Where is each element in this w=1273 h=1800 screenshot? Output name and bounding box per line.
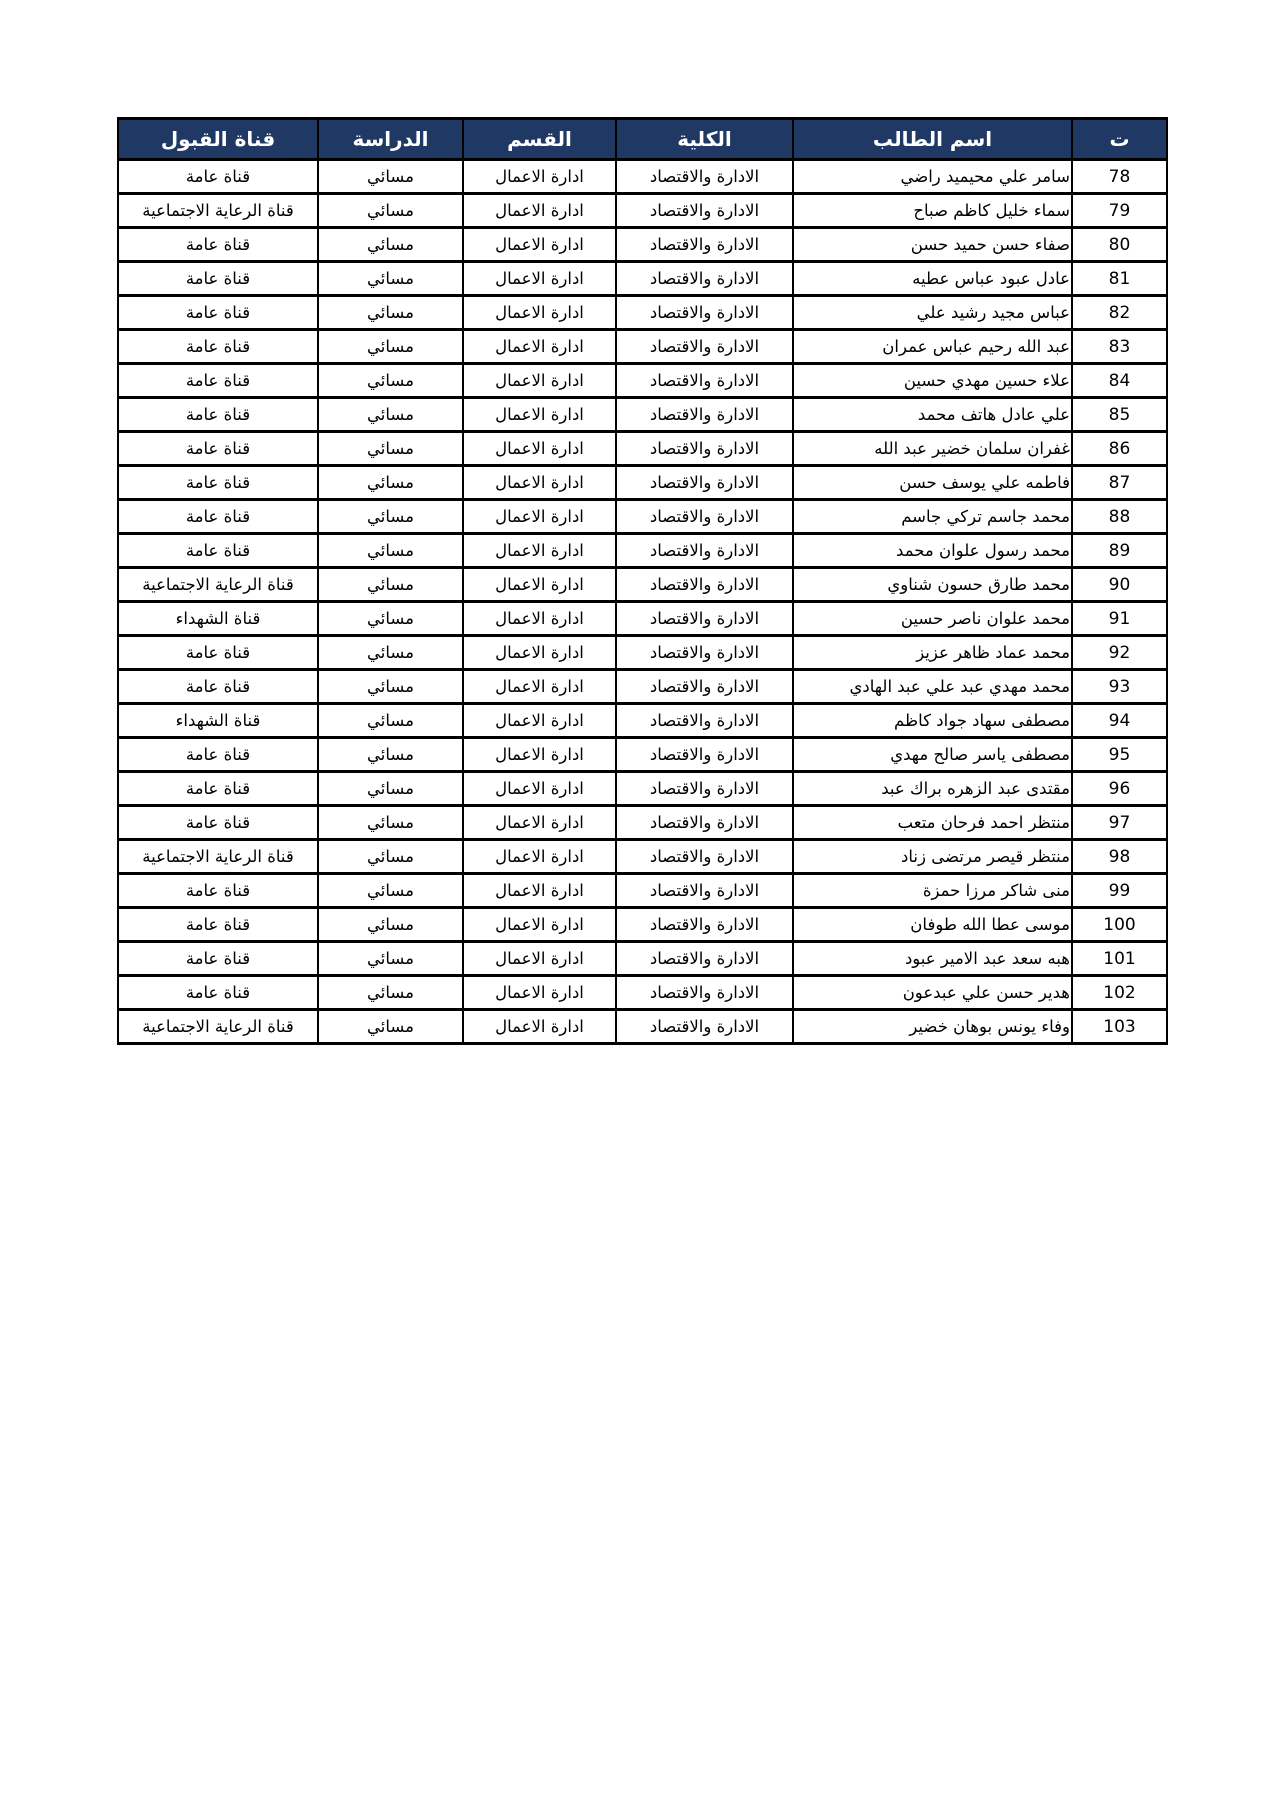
cell-admission-channel: قناة عامة	[118, 636, 318, 670]
cell-student-name: صفاء حسن حميد حسن	[793, 228, 1072, 262]
cell-row-number: 97	[1072, 806, 1167, 840]
header-study-type: الدراسة	[318, 119, 463, 160]
table-row	[118, 738, 1167, 772]
cell-college: الادارة والاقتصاد	[616, 262, 793, 296]
cell-row-number: 96	[1072, 772, 1167, 806]
cell-college: الادارة والاقتصاد	[616, 806, 793, 840]
cell-row-number: 95	[1072, 738, 1167, 772]
cell-student-name: عباس مجيد رشيد علي	[793, 296, 1072, 330]
cell-student-name: علي عادل هاتف محمد	[793, 398, 1072, 432]
cell-college: الادارة والاقتصاد	[616, 500, 793, 534]
header-student-name: اسم الطالب	[793, 119, 1072, 160]
students-table	[117, 117, 1168, 1045]
cell-college: الادارة والاقتصاد	[616, 772, 793, 806]
cell-college: الادارة والاقتصاد	[616, 330, 793, 364]
cell-college: الادارة والاقتصاد	[616, 840, 793, 874]
cell-study-type: مسائي	[318, 568, 463, 602]
cell-study-type: مسائي	[318, 670, 463, 704]
cell-college: الادارة والاقتصاد	[616, 568, 793, 602]
cell-row-number: 85	[1072, 398, 1167, 432]
cell-student-name: محمد جاسم تركي جاسم	[793, 500, 1072, 534]
cell-admission-channel: قناة عامة	[118, 160, 318, 194]
cell-student-name: مصطفى ياسر صالح مهدي	[793, 738, 1072, 772]
cell-department: ادارة الاعمال	[463, 908, 616, 942]
cell-study-type: مسائي	[318, 1010, 463, 1044]
cell-department: ادارة الاعمال	[463, 432, 616, 466]
cell-study-type: مسائي	[318, 636, 463, 670]
cell-study-type: مسائي	[318, 976, 463, 1010]
cell-college: الادارة والاقتصاد	[616, 534, 793, 568]
table-row	[118, 670, 1167, 704]
header-admission-channel: قناة القبول	[118, 119, 318, 160]
cell-college: الادارة والاقتصاد	[616, 976, 793, 1010]
cell-student-name: عبد الله رحيم عباس عمران	[793, 330, 1072, 364]
cell-student-name: منتظر احمد فرحان متعب	[793, 806, 1072, 840]
table-row	[118, 466, 1167, 500]
cell-college: الادارة والاقتصاد	[616, 398, 793, 432]
cell-student-name: علاء حسين مهدي حسين	[793, 364, 1072, 398]
cell-college: الادارة والاقتصاد	[616, 942, 793, 976]
cell-college: الادارة والاقتصاد	[616, 602, 793, 636]
cell-student-name: غفران سلمان خضير عبد الله	[793, 432, 1072, 466]
cell-department: ادارة الاعمال	[463, 466, 616, 500]
cell-college: الادارة والاقتصاد	[616, 194, 793, 228]
cell-row-number: 101	[1072, 942, 1167, 976]
cell-college: الادارة والاقتصاد	[616, 364, 793, 398]
cell-student-name: محمد مهدي عبد علي عبد الهادي	[793, 670, 1072, 704]
cell-college: الادارة والاقتصاد	[616, 466, 793, 500]
cell-study-type: مسائي	[318, 942, 463, 976]
table-row	[118, 806, 1167, 840]
cell-student-name: عادل عبود عباس عطيه	[793, 262, 1072, 296]
cell-row-number: 92	[1072, 636, 1167, 670]
cell-student-name: مقتدى عبد الزهره براك عبد	[793, 772, 1072, 806]
cell-student-name: وفاء يونس بوهان خضير	[793, 1010, 1072, 1044]
cell-admission-channel: قناة عامة	[118, 874, 318, 908]
header-no: ت	[1072, 119, 1167, 160]
cell-department: ادارة الاعمال	[463, 398, 616, 432]
cell-row-number: 79	[1072, 194, 1167, 228]
table-row	[118, 568, 1167, 602]
cell-department: ادارة الاعمال	[463, 772, 616, 806]
cell-study-type: مسائي	[318, 874, 463, 908]
table-row	[118, 330, 1167, 364]
cell-admission-channel: قناة الرعاية الاجتماعية	[118, 568, 318, 602]
cell-row-number: 100	[1072, 908, 1167, 942]
table-row	[118, 534, 1167, 568]
cell-study-type: مسائي	[318, 160, 463, 194]
cell-study-type: مسائي	[318, 840, 463, 874]
cell-student-name: فاطمه علي يوسف حسن	[793, 466, 1072, 500]
table-row	[118, 500, 1167, 534]
table-row	[118, 432, 1167, 466]
header-row	[118, 119, 1167, 160]
cell-department: ادارة الاعمال	[463, 636, 616, 670]
table-row	[118, 228, 1167, 262]
table-row	[118, 296, 1167, 330]
cell-student-name: هبه سعد عبد الامير عبود	[793, 942, 1072, 976]
cell-student-name: سماء خليل كاظم صباح	[793, 194, 1072, 228]
header-college: الكلية	[616, 119, 793, 160]
table-row	[118, 942, 1167, 976]
table-row	[118, 262, 1167, 296]
cell-admission-channel: قناة عامة	[118, 976, 318, 1010]
cell-department: ادارة الاعمال	[463, 228, 616, 262]
cell-admission-channel: قناة عامة	[118, 432, 318, 466]
cell-department: ادارة الاعمال	[463, 568, 616, 602]
cell-row-number: 90	[1072, 568, 1167, 602]
cell-study-type: مسائي	[318, 330, 463, 364]
cell-admission-channel: قناة عامة	[118, 466, 318, 500]
cell-student-name: مصطفى سهاد جواد كاظم	[793, 704, 1072, 738]
cell-row-number: 91	[1072, 602, 1167, 636]
cell-department: ادارة الاعمال	[463, 364, 616, 398]
cell-admission-channel: قناة الرعاية الاجتماعية	[118, 194, 318, 228]
cell-department: ادارة الاعمال	[463, 500, 616, 534]
cell-student-name: موسى عطا الله طوفان	[793, 908, 1072, 942]
table-body	[118, 160, 1167, 1044]
cell-department: ادارة الاعمال	[463, 806, 616, 840]
cell-department: ادارة الاعمال	[463, 1010, 616, 1044]
cell-row-number: 88	[1072, 500, 1167, 534]
cell-admission-channel: قناة الشهداء	[118, 704, 318, 738]
cell-student-name: منى شاكر مرزا حمزة	[793, 874, 1072, 908]
cell-row-number: 80	[1072, 228, 1167, 262]
cell-college: الادارة والاقتصاد	[616, 908, 793, 942]
cell-college: الادارة والاقتصاد	[616, 296, 793, 330]
cell-study-type: مسائي	[318, 534, 463, 568]
table-row	[118, 874, 1167, 908]
cell-student-name: محمد عماد ظاهر عزيز	[793, 636, 1072, 670]
cell-admission-channel: قناة عامة	[118, 670, 318, 704]
cell-study-type: مسائي	[318, 194, 463, 228]
cell-admission-channel: قناة عامة	[118, 398, 318, 432]
cell-college: الادارة والاقتصاد	[616, 160, 793, 194]
cell-admission-channel: قناة عامة	[118, 500, 318, 534]
cell-row-number: 86	[1072, 432, 1167, 466]
cell-study-type: مسائي	[318, 364, 463, 398]
cell-study-type: مسائي	[318, 738, 463, 772]
cell-student-name: هدير حسن علي عبدعون	[793, 976, 1072, 1010]
cell-admission-channel: قناة عامة	[118, 738, 318, 772]
cell-department: ادارة الاعمال	[463, 976, 616, 1010]
table-row	[118, 364, 1167, 398]
cell-department: ادارة الاعمال	[463, 194, 616, 228]
table-row	[118, 636, 1167, 670]
cell-college: الادارة والاقتصاد	[616, 670, 793, 704]
cell-college: الادارة والاقتصاد	[616, 874, 793, 908]
cell-row-number: 102	[1072, 976, 1167, 1010]
cell-study-type: مسائي	[318, 908, 463, 942]
cell-admission-channel: قناة عامة	[118, 772, 318, 806]
table-row	[118, 602, 1167, 636]
cell-row-number: 82	[1072, 296, 1167, 330]
table-row	[118, 772, 1167, 806]
cell-admission-channel: قناة الرعاية الاجتماعية	[118, 840, 318, 874]
cell-study-type: مسائي	[318, 262, 463, 296]
cell-row-number: 89	[1072, 534, 1167, 568]
table-row	[118, 1010, 1167, 1044]
cell-row-number: 93	[1072, 670, 1167, 704]
cell-college: الادارة والاقتصاد	[616, 704, 793, 738]
cell-department: ادارة الاعمال	[463, 874, 616, 908]
cell-department: ادارة الاعمال	[463, 160, 616, 194]
cell-admission-channel: قناة عامة	[118, 806, 318, 840]
cell-row-number: 83	[1072, 330, 1167, 364]
cell-college: الادارة والاقتصاد	[616, 432, 793, 466]
cell-student-name: سامر علي محيميد راضي	[793, 160, 1072, 194]
cell-student-name: محمد علوان ناصر حسين	[793, 602, 1072, 636]
cell-row-number: 81	[1072, 262, 1167, 296]
table-row	[118, 160, 1167, 194]
cell-department: ادارة الاعمال	[463, 296, 616, 330]
cell-department: ادارة الاعمال	[463, 704, 616, 738]
cell-department: ادارة الاعمال	[463, 262, 616, 296]
table-row	[118, 704, 1167, 738]
cell-student-name: محمد طارق حسون شناوي	[793, 568, 1072, 602]
cell-department: ادارة الاعمال	[463, 840, 616, 874]
cell-row-number: 94	[1072, 704, 1167, 738]
cell-admission-channel: قناة عامة	[118, 908, 318, 942]
cell-department: ادارة الاعمال	[463, 738, 616, 772]
cell-department: ادارة الاعمال	[463, 942, 616, 976]
cell-row-number: 84	[1072, 364, 1167, 398]
cell-study-type: مسائي	[318, 602, 463, 636]
cell-department: ادارة الاعمال	[463, 330, 616, 364]
cell-admission-channel: قناة عامة	[118, 262, 318, 296]
table-row	[118, 194, 1167, 228]
header-department: القسم	[463, 119, 616, 160]
cell-college: الادارة والاقتصاد	[616, 738, 793, 772]
cell-department: ادارة الاعمال	[463, 670, 616, 704]
table-row	[118, 976, 1167, 1010]
cell-study-type: مسائي	[318, 228, 463, 262]
cell-study-type: مسائي	[318, 704, 463, 738]
cell-admission-channel: قناة عامة	[118, 296, 318, 330]
cell-admission-channel: قناة عامة	[118, 330, 318, 364]
cell-row-number: 78	[1072, 160, 1167, 194]
cell-row-number: 87	[1072, 466, 1167, 500]
cell-admission-channel: قناة الشهداء	[118, 602, 318, 636]
cell-college: الادارة والاقتصاد	[616, 228, 793, 262]
cell-study-type: مسائي	[318, 500, 463, 534]
cell-study-type: مسائي	[318, 806, 463, 840]
table-row	[118, 840, 1167, 874]
cell-row-number: 98	[1072, 840, 1167, 874]
cell-admission-channel: قناة الرعاية الاجتماعية	[118, 1010, 318, 1044]
cell-admission-channel: قناة عامة	[118, 228, 318, 262]
cell-student-name: منتظر قيصر مرتضى زناد	[793, 840, 1072, 874]
table-row	[118, 908, 1167, 942]
cell-study-type: مسائي	[318, 772, 463, 806]
cell-admission-channel: قناة عامة	[118, 364, 318, 398]
cell-student-name: محمد رسول علوان محمد	[793, 534, 1072, 568]
cell-study-type: مسائي	[318, 466, 463, 500]
cell-study-type: مسائي	[318, 296, 463, 330]
cell-study-type: مسائي	[318, 432, 463, 466]
cell-admission-channel: قناة عامة	[118, 942, 318, 976]
cell-row-number: 103	[1072, 1010, 1167, 1044]
cell-college: الادارة والاقتصاد	[616, 1010, 793, 1044]
cell-department: ادارة الاعمال	[463, 602, 616, 636]
table-row	[118, 398, 1167, 432]
cell-department: ادارة الاعمال	[463, 534, 616, 568]
cell-row-number: 99	[1072, 874, 1167, 908]
cell-admission-channel: قناة عامة	[118, 534, 318, 568]
cell-study-type: مسائي	[318, 398, 463, 432]
cell-college: الادارة والاقتصاد	[616, 636, 793, 670]
